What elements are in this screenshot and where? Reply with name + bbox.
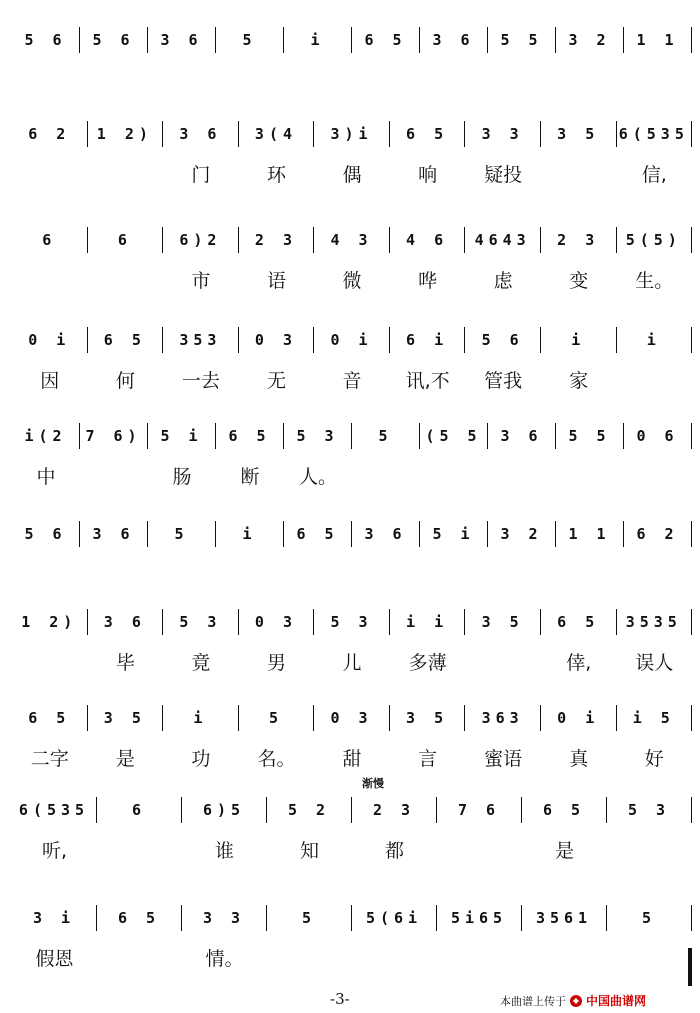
lyric: 竟 xyxy=(191,651,211,674)
measure: 5(5) xyxy=(617,227,693,253)
lyrics-row xyxy=(12,944,692,970)
system-10 xyxy=(0,900,700,1000)
measure: 3 5 xyxy=(465,609,541,635)
measure: i xyxy=(617,327,693,353)
tempo-marking: 渐慢 xyxy=(362,777,384,790)
lyric: 误人 xyxy=(635,651,674,674)
measure: 0 i xyxy=(314,327,390,353)
measure: 6 xyxy=(12,227,88,253)
measure: 3 2 xyxy=(556,27,624,53)
measure: 6 5 xyxy=(522,797,607,823)
lyrics-row xyxy=(12,462,692,488)
measure: 3 6 xyxy=(488,423,556,449)
lyrics-row xyxy=(12,744,692,770)
lyric: 人。 xyxy=(298,465,337,488)
lyric: 男 xyxy=(266,651,286,674)
lyric: 听, xyxy=(41,839,68,862)
measure: 6 5 xyxy=(216,423,284,449)
measure: 7 6 xyxy=(437,797,522,823)
measure: 2 3 xyxy=(352,797,437,823)
measure: 6 5 xyxy=(284,521,352,547)
measure: 5 xyxy=(267,905,352,931)
measure: 0 3 xyxy=(314,705,390,731)
notes-row xyxy=(12,116,692,152)
measure: 3 3 xyxy=(182,905,267,931)
system-7 xyxy=(0,604,700,704)
measure: 3561 xyxy=(522,905,607,931)
notes-row xyxy=(12,322,692,358)
measure: 4 3 xyxy=(314,227,390,253)
measure: 3 6 xyxy=(80,521,148,547)
lyric: 二字 xyxy=(30,747,69,770)
lyric: 假恩 xyxy=(35,947,74,970)
source-footer xyxy=(500,992,646,1009)
lyric: 多薄 xyxy=(408,651,447,674)
measure: 5 i xyxy=(420,521,488,547)
measure: 3 6 xyxy=(148,27,216,53)
lyric: 倖, xyxy=(566,651,592,674)
notes-row xyxy=(12,604,692,640)
measure: 5 3 xyxy=(607,797,692,823)
notes-row xyxy=(12,700,692,736)
measure: 3 5 xyxy=(88,705,164,731)
lyric: 名。 xyxy=(257,747,296,770)
measure: 3 6 xyxy=(420,27,488,53)
measure: 6(535 xyxy=(12,797,97,823)
measure: 6 xyxy=(88,227,164,253)
lyrics-row xyxy=(12,560,692,586)
system-4 xyxy=(0,322,700,422)
measure: 5 xyxy=(239,705,315,731)
measure: 3)i xyxy=(314,121,390,147)
measure: 6 5 xyxy=(97,905,182,931)
measure: 5 xyxy=(352,423,420,449)
lyric: 音 xyxy=(342,369,362,392)
measure: i 5 xyxy=(617,705,693,731)
measure: 6)2 xyxy=(163,227,239,253)
system-5 xyxy=(0,418,700,518)
lyric: 微 xyxy=(342,269,362,292)
measure: 5 xyxy=(216,27,284,53)
measure: 5(6i xyxy=(352,905,437,931)
measure: 5 6 xyxy=(465,327,541,353)
measure: 2 3 xyxy=(541,227,617,253)
measure: 1 1 xyxy=(556,521,624,547)
lyric: 甜 xyxy=(342,747,362,770)
final-barline xyxy=(688,948,692,986)
measure: 5 3 xyxy=(314,609,390,635)
measure: 5i65 xyxy=(437,905,522,931)
measure: 3 2 xyxy=(488,521,556,547)
measure: 0 i xyxy=(12,327,88,353)
measure: 3 i xyxy=(12,905,97,931)
lyric: 生。 xyxy=(635,269,674,292)
lyric: 讯,不 xyxy=(405,369,450,392)
lyric: 变 xyxy=(569,269,589,292)
notes-row xyxy=(12,900,692,936)
measure: 1 2) xyxy=(88,121,164,147)
lyric: 儿 xyxy=(342,651,362,674)
notes-row xyxy=(12,22,692,58)
measure: 6)5 xyxy=(182,797,267,823)
site-name[interactable]: 中国曲谱网 xyxy=(586,994,647,1008)
lyric: 功 xyxy=(191,747,211,770)
measure: 3 5 xyxy=(390,705,466,731)
lyric: 蜜语 xyxy=(484,747,523,770)
measure: 6 5 xyxy=(352,27,420,53)
notes-row xyxy=(12,222,692,258)
lyric: 门 xyxy=(191,163,211,186)
measure: 5 5 xyxy=(488,27,556,53)
measure: 5 xyxy=(607,905,692,931)
lyric: 情。 xyxy=(205,947,244,970)
lyric: 言 xyxy=(418,747,438,770)
lyrics-row xyxy=(12,648,692,674)
system-1 xyxy=(0,22,700,122)
measure: 6 5 xyxy=(390,121,466,147)
measure: 5 6 xyxy=(12,521,80,547)
lyric: 语 xyxy=(266,269,286,292)
measure: 4643 xyxy=(465,227,541,253)
lyric: 是 xyxy=(115,747,135,770)
notes-row xyxy=(12,516,692,552)
system-9 xyxy=(0,792,700,892)
lyric: 信, xyxy=(641,163,667,186)
measure: (5 5 xyxy=(420,423,488,449)
measure: 7 6) xyxy=(80,423,148,449)
measure: 5 2 xyxy=(267,797,352,823)
measure: 1 1 xyxy=(624,27,692,53)
lyrics-row xyxy=(12,366,692,392)
site-logo-icon: ◆ xyxy=(570,995,582,1007)
measure: 3 6 xyxy=(163,121,239,147)
measure: 0 6 xyxy=(624,423,692,449)
lyric: 何 xyxy=(115,369,135,392)
lyric: 好 xyxy=(644,747,664,770)
measure: 3 6 xyxy=(352,521,420,547)
measure: 5 3 xyxy=(163,609,239,635)
measure: 6 5 xyxy=(541,609,617,635)
lyric: 因 xyxy=(40,369,60,392)
lyric: 偶 xyxy=(342,163,362,186)
measure: 6 2 xyxy=(624,521,692,547)
lyric: 知 xyxy=(299,839,319,862)
measure: 6 5 xyxy=(12,705,88,731)
lyric: 断 xyxy=(240,465,260,488)
page-number: -3- xyxy=(330,990,350,1008)
lyric: 市 xyxy=(191,269,211,292)
source-note: 本曲谱上传于 xyxy=(500,994,566,1008)
lyric: 管我 xyxy=(484,369,523,392)
measure: 6 5 xyxy=(88,327,164,353)
measure: 353 xyxy=(163,327,239,353)
measure: i i xyxy=(390,609,466,635)
lyric: 疑投 xyxy=(484,163,523,186)
lyrics-row xyxy=(12,66,692,92)
measure: 0 3 xyxy=(239,327,315,353)
measure: 6 2 xyxy=(12,121,88,147)
measure: 6(535 xyxy=(617,121,693,147)
lyrics-row xyxy=(12,160,692,186)
measure: 3(4 xyxy=(239,121,315,147)
lyric: 都 xyxy=(384,839,404,862)
notes-row xyxy=(12,418,692,454)
lyrics-row xyxy=(12,836,692,862)
system-6 xyxy=(0,516,700,616)
lyric: 环 xyxy=(266,163,286,186)
measure: 5 5 xyxy=(556,423,624,449)
measure: 1 2) xyxy=(12,609,88,635)
lyric: 谁 xyxy=(214,839,234,862)
measure: 5 3 xyxy=(284,423,352,449)
lyric: 真 xyxy=(569,747,589,770)
notes-row xyxy=(12,792,692,828)
measure: i xyxy=(284,27,352,53)
system-3 xyxy=(0,222,700,322)
measure: 363 xyxy=(465,705,541,731)
measure: 4 6 xyxy=(390,227,466,253)
lyric: 一去 xyxy=(181,369,220,392)
system-8 xyxy=(0,700,700,800)
measure: i(2 xyxy=(12,423,80,449)
measure: i xyxy=(163,705,239,731)
measure: 3 6 xyxy=(88,609,164,635)
measure: 0 3 xyxy=(239,609,315,635)
measure: 5 6 xyxy=(12,27,80,53)
measure: 5 6 xyxy=(80,27,148,53)
measure: 3 5 xyxy=(541,121,617,147)
measure: 6 i xyxy=(390,327,466,353)
lyric: 响 xyxy=(418,163,438,186)
lyric: 无 xyxy=(266,369,286,392)
measure: 0 i xyxy=(541,705,617,731)
measure: i xyxy=(216,521,284,547)
lyric: 毕 xyxy=(115,651,135,674)
system-2 xyxy=(0,116,700,216)
measure: 6 xyxy=(97,797,182,823)
measure: 5 i xyxy=(148,423,216,449)
lyric: 家 xyxy=(569,369,589,392)
lyric: 是 xyxy=(554,839,574,862)
lyric: 中 xyxy=(36,465,56,488)
lyric: 哗 xyxy=(418,269,438,292)
measure: i xyxy=(541,327,617,353)
lyric: 虑 xyxy=(493,269,513,292)
measure: 5 xyxy=(148,521,216,547)
measure: 2 3 xyxy=(239,227,315,253)
lyric: 肠 xyxy=(172,465,192,488)
measure: 3 3 xyxy=(465,121,541,147)
lyrics-row xyxy=(12,266,692,292)
measure: 3535 xyxy=(617,609,693,635)
